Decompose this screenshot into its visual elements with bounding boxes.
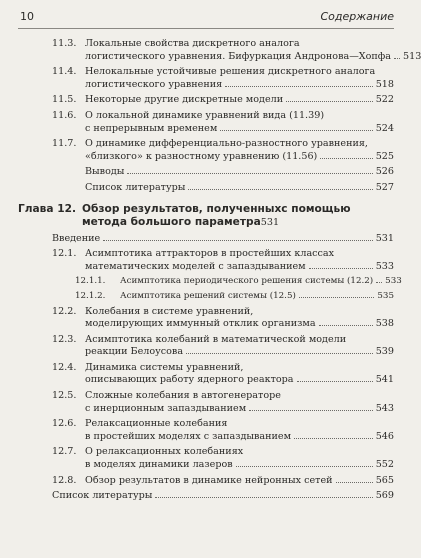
toc-title-line: с непрерывным временем	[85, 122, 218, 134]
toc-item	[0, 362, 410, 387]
toc-number: 12.2.	[52, 305, 77, 317]
toc-page-number: 533	[375, 260, 394, 272]
toc-page-number: 531	[375, 232, 394, 244]
toc-title-line: Некоторые другие дискретные модели	[85, 94, 284, 106]
toc-item	[0, 66, 410, 91]
toc-page-number: 569	[375, 490, 394, 502]
toc-title-line: Асимптотика колебаний в математической модели	[85, 333, 347, 345]
leader-dots	[320, 158, 372, 159]
toc-page-number: 538	[375, 318, 394, 330]
toc-number: 12.1.1.	[75, 276, 106, 287]
toc-page-number: 524	[375, 122, 394, 134]
toc-title-last-line	[85, 166, 394, 179]
toc-page-number: 522	[375, 94, 394, 106]
toc-title	[85, 362, 394, 387]
chapter-title	[82, 203, 394, 230]
leader-dots	[299, 297, 375, 298]
toc-title-line: О релаксационных колебаниях	[85, 446, 244, 458]
toc-title	[85, 94, 394, 107]
toc-title-line: в простейших моделях с запаздыванием	[85, 430, 292, 442]
leader-dots	[309, 268, 373, 269]
running-header	[18, 8, 394, 29]
toc-item	[0, 166, 410, 179]
toc-title-line: Локальные свойства дискретного аналога	[85, 38, 300, 49]
toc-title	[52, 490, 394, 503]
leader-dots	[186, 353, 373, 354]
toc-item	[0, 138, 410, 163]
leader-dots	[236, 466, 373, 467]
toc-title-line: Выводы	[85, 166, 125, 178]
leader-dots	[336, 482, 373, 483]
toc-title-last-line	[85, 459, 394, 472]
toc-title-line: Сложные колебания в автогенераторе	[85, 390, 281, 402]
toc-title	[85, 138, 394, 163]
section-title: Содержание	[320, 10, 394, 23]
toc-page-number: 535	[377, 290, 394, 301]
toc-number: 12.1.2.	[75, 290, 106, 301]
toc-item	[0, 446, 410, 471]
toc-number: 12.5.	[52, 390, 77, 402]
toc-title	[85, 110, 394, 135]
toc-title-line: логистического уравнения	[85, 78, 223, 90]
leader-dots	[294, 438, 373, 439]
leader-dots	[220, 130, 372, 131]
toc-title	[85, 418, 394, 443]
toc-title-line: О локальной динамике уравнений вида (11.39)	[85, 109, 325, 121]
toc-title-line: Список литературы	[85, 181, 186, 193]
toc-title-last-line	[52, 233, 394, 246]
toc-title	[85, 166, 394, 179]
toc-page-number: 518	[375, 78, 394, 90]
chapter-title-line: с помощью метода большого параметра	[82, 202, 351, 229]
toc-item	[0, 475, 410, 488]
leader-dots	[297, 381, 373, 382]
toc-title-last-line	[85, 182, 394, 195]
leader-dots	[376, 282, 382, 283]
toc-number: 12.4.	[52, 361, 77, 373]
toc-title-line: реакции Белоусова	[85, 346, 184, 358]
toc-title-line: в моделях динамики лазеров	[85, 459, 233, 471]
chapter-heading	[0, 203, 410, 230]
toc-item	[0, 233, 410, 246]
toc-number: 11.4.	[52, 66, 77, 78]
toc-title-line: моделирующих иммунный отклик организма	[85, 318, 316, 330]
toc-title-line: Колебания в системе уравнений,	[85, 305, 254, 317]
toc-title-line: описывающих работу ядерного реактора	[85, 374, 294, 386]
chapter-title-line: Обзор результатов, полученных	[82, 202, 282, 215]
toc-title-line: Релаксационные колебания	[85, 418, 228, 430]
toc-page-number: 525	[375, 150, 394, 162]
toc-number: 12.7.	[52, 446, 77, 458]
chapter-page-number: 531	[260, 217, 280, 229]
toc-title-line: «близкого» к разностному уравнению (11.56)	[85, 150, 318, 162]
toc-number: 11.3.	[52, 38, 77, 49]
toc-title-last-line	[85, 151, 394, 164]
toc-title-last-line	[85, 346, 394, 359]
leader-dots	[103, 240, 373, 241]
toc-item	[0, 110, 410, 135]
toc-subitem	[0, 291, 410, 303]
toc-title	[85, 182, 394, 195]
toc-page-number: 565	[375, 474, 394, 486]
toc-title	[120, 291, 394, 303]
toc-title	[85, 475, 394, 488]
toc-title-last-line	[120, 276, 402, 288]
toc-title-line: Асимптотика аттракторов в простейших классах	[85, 248, 335, 260]
toc-title-line: с инерционным запаздыванием	[85, 402, 247, 414]
toc-number: 11.6.	[52, 109, 77, 121]
toc-title-line: Обзор результатов в динамике нейронных сетей	[85, 474, 333, 486]
toc-title-last-line	[85, 318, 394, 331]
toc-number: 12.8.	[52, 474, 77, 486]
toc-page-number: 546	[375, 430, 394, 442]
toc-item	[0, 390, 410, 415]
chapter-label: Глава 12.	[18, 202, 76, 215]
toc-title-line: О динамике дифференциально-разностного уравнения,	[85, 138, 368, 150]
toc-item	[0, 94, 410, 107]
toc-page-number: 543	[375, 402, 394, 414]
toc-page-number: 527	[375, 181, 394, 193]
page-number: 10	[20, 10, 34, 23]
toc-title-last-line	[85, 261, 394, 274]
toc-title-last-line	[120, 291, 394, 303]
toc-page-number: 533	[385, 276, 402, 287]
toc-title-line: математических моделей с запаздыванием	[85, 260, 306, 272]
toc-title	[85, 446, 394, 471]
toc-title	[85, 38, 421, 63]
toc-item	[0, 38, 421, 63]
leader-dots	[249, 410, 372, 411]
leader-dots	[188, 189, 372, 190]
toc-page-number: 552	[375, 459, 394, 471]
table-of-contents	[0, 38, 421, 506]
toc-subitem	[0, 276, 410, 288]
leader-dots	[286, 101, 373, 102]
toc-title-last-line	[52, 490, 394, 503]
toc-number: 12.3.	[52, 333, 77, 345]
toc-title-last-line	[85, 374, 394, 387]
toc-title-line: Асимптотика периодического решения системы (12.2)	[120, 276, 374, 287]
toc-number: 12.1.	[52, 248, 77, 260]
toc-item	[0, 306, 410, 331]
toc-title	[85, 66, 394, 91]
toc-title	[85, 334, 394, 359]
toc-title-last-line	[85, 475, 394, 488]
toc-item	[0, 418, 410, 443]
toc-page-number: 513	[403, 50, 421, 62]
toc-title-last-line	[85, 123, 394, 136]
toc-title	[85, 306, 394, 331]
toc-item	[0, 334, 410, 359]
toc-title-last-line	[85, 431, 394, 444]
toc-title	[85, 390, 394, 415]
toc-title	[85, 248, 394, 273]
toc-title-line: Динамика системы уравнений,	[85, 361, 244, 373]
toc-page-number: 541	[375, 374, 394, 386]
toc-title-line: Введение	[52, 232, 101, 244]
toc-number: 12.6.	[52, 418, 77, 430]
toc-page-number: 526	[375, 166, 394, 178]
toc-title-line: Асимптотика решений системы (12.5)	[120, 290, 296, 301]
toc-item	[0, 490, 410, 503]
leader-dots	[319, 325, 373, 326]
toc-title-line: Список литературы	[52, 490, 153, 502]
toc-item	[0, 182, 410, 195]
toc-title-last-line	[85, 94, 394, 107]
toc-title-last-line	[85, 79, 394, 92]
leader-dots	[394, 58, 400, 59]
leader-dots	[127, 173, 372, 174]
toc-title-line: логистического уравнения. Бифуркация Андронова—Хопфа	[85, 50, 392, 62]
toc-title	[52, 233, 394, 246]
leader-dots	[225, 86, 372, 87]
toc-title-line: Нелокальные устойчивые решения дискретного аналога	[85, 66, 376, 78]
toc-item	[0, 248, 410, 273]
toc-title-last-line	[85, 50, 421, 64]
toc-title-last-line	[85, 403, 394, 416]
toc-number: 11.5.	[52, 94, 77, 106]
leader-dots	[155, 497, 372, 498]
toc-number: 11.7.	[52, 138, 77, 150]
toc-page-number: 539	[375, 346, 394, 358]
toc-title	[120, 276, 402, 288]
